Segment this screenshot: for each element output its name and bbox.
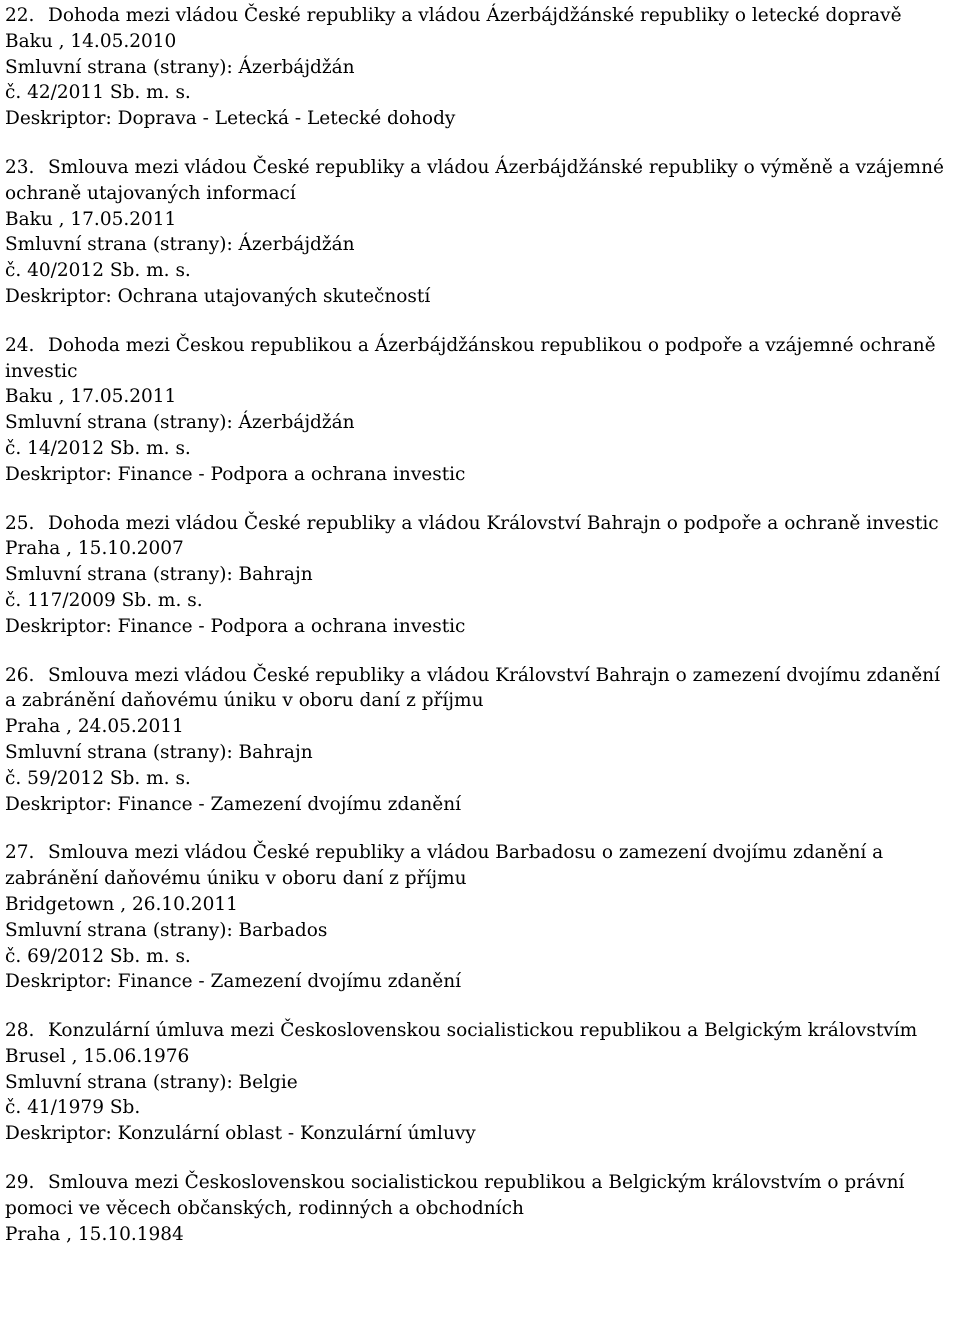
treaty-title-line — [5, 1170, 955, 1222]
treaty-place-date: Praha , 15.10.1984 — [5, 1223, 184, 1245]
treaty-descriptor: Deskriptor: Finance - Zamezení dvojímu zdanění — [5, 793, 462, 815]
treaty-place-date: Praha , 15.10.2007 — [5, 538, 184, 560]
treaty-entry-27 — [5, 840, 955, 995]
treaty-entry-29 — [5, 1170, 955, 1247]
treaty-title-line — [5, 511, 955, 537]
treaty-title: Dohoda mezi vládou České republiky a vládou Království Bahrajn o podpoře a ochraně investic — [48, 512, 939, 534]
treaty-reference: č. 14/2012 Sb. m. s. — [5, 437, 191, 459]
treaty-place-date: Praha , 24.05.2011 — [5, 716, 184, 738]
treaty-title: Konzulární úmluva mezi Československou socialistickou republikou a Belgickým královstvím — [48, 1020, 918, 1042]
treaty-descriptor: Deskriptor: Doprava - Letecká - Letecké dohody — [5, 108, 456, 130]
treaty-party: Smluvní strana (strany): Ázerbájdžán — [5, 56, 355, 78]
treaty-descriptor: Deskriptor: Finance - Podpora a ochrana investic — [5, 615, 466, 637]
treaty-reference: č. 59/2012 Sb. m. s. — [5, 767, 191, 789]
treaty-list — [5, 3, 955, 1270]
treaty-title: Smlouva mezi vládou České republiky a vládou Barbadosu o zamezení dvojímu zdanění a zabránění daňovému úniku v oboru daní z příjmu — [5, 842, 884, 890]
treaty-entry-24 — [5, 333, 955, 488]
treaty-place-date: Bridgetown , 26.10.2011 — [5, 893, 238, 915]
treaty-party: Smluvní strana (strany): Belgie — [5, 1071, 298, 1093]
treaty-number: 25. — [5, 512, 35, 534]
treaty-entry-26 — [5, 663, 955, 818]
treaty-title-line — [5, 840, 955, 892]
treaty-place-date: Brusel , 15.06.1976 — [5, 1045, 190, 1067]
treaty-entry-22 — [5, 3, 955, 132]
treaty-descriptor: Deskriptor: Konzulární oblast - Konzulární úmluvy — [5, 1123, 476, 1145]
treaty-reference: č. 69/2012 Sb. m. s. — [5, 945, 191, 967]
treaty-number: 29. — [5, 1172, 35, 1194]
treaty-title-line — [5, 155, 955, 207]
treaty-entry-25 — [5, 511, 955, 640]
treaty-entry-23 — [5, 155, 955, 310]
treaty-place-date: Baku , 14.05.2010 — [5, 30, 177, 52]
treaty-reference: č. 117/2009 Sb. m. s. — [5, 589, 203, 611]
treaty-number: 24. — [5, 334, 35, 356]
treaty-title-line — [5, 333, 955, 385]
treaty-party: Smluvní strana (strany): Ázerbájdžán — [5, 234, 355, 256]
treaty-reference: č. 41/1979 Sb. — [5, 1097, 141, 1119]
treaty-reference: č. 40/2012 Sb. m. s. — [5, 260, 191, 282]
treaty-number: 26. — [5, 664, 35, 686]
treaty-title-line — [5, 663, 955, 715]
treaty-descriptor: Deskriptor: Finance - Podpora a ochrana investic — [5, 463, 466, 485]
treaty-party: Smluvní strana (strany): Barbados — [5, 919, 328, 941]
treaty-number: 22. — [5, 5, 35, 26]
treaty-reference: č. 42/2011 Sb. m. s. — [5, 82, 191, 104]
treaty-title-line — [5, 1018, 955, 1044]
treaty-entry-28 — [5, 1018, 955, 1147]
treaty-place-date: Baku , 17.05.2011 — [5, 208, 177, 230]
treaty-party: Smluvní strana (strany): Bahrajn — [5, 741, 313, 763]
treaty-party: Smluvní strana (strany): Bahrajn — [5, 564, 313, 586]
treaty-party: Smluvní strana (strany): Ázerbájdžán — [5, 412, 355, 434]
treaty-title: Smlouva mezi vládou České republiky a vládou Ázerbájdžánské republiky o výměně a vzájemné ochraně utajovaných informací — [5, 156, 944, 204]
treaty-descriptor: Deskriptor: Ochrana utajovaných skutečností — [5, 285, 431, 307]
treaty-title: Smlouva mezi Československou socialistickou republikou a Belgickým královstvím o právní pomoci ve věcech občanských, rodinných a obchodních — [5, 1172, 905, 1219]
treaty-place-date: Baku , 17.05.2011 — [5, 386, 177, 408]
treaty-number: 28. — [5, 1020, 35, 1042]
treaty-number: 23. — [5, 156, 35, 178]
treaty-descriptor: Deskriptor: Finance - Zamezení dvojímu zdanění — [5, 971, 462, 993]
treaty-number: 27. — [5, 842, 35, 864]
treaty-title: Dohoda mezi vládou České republiky a vládou Ázerbájdžánské republiky o letecké dopravě — [48, 5, 902, 26]
treaty-title-line — [5, 3, 955, 29]
treaty-title: Smlouva mezi vládou České republiky a vládou Království Bahrajn o zamezení dvojímu zdanění a zabránění daňovému úniku v oboru daní z příjmu — [5, 664, 940, 712]
treaty-title: Dohoda mezi Českou republikou a Ázerbájdžánskou republikou o podpoře a vzájemné ochraně investic — [5, 334, 936, 382]
